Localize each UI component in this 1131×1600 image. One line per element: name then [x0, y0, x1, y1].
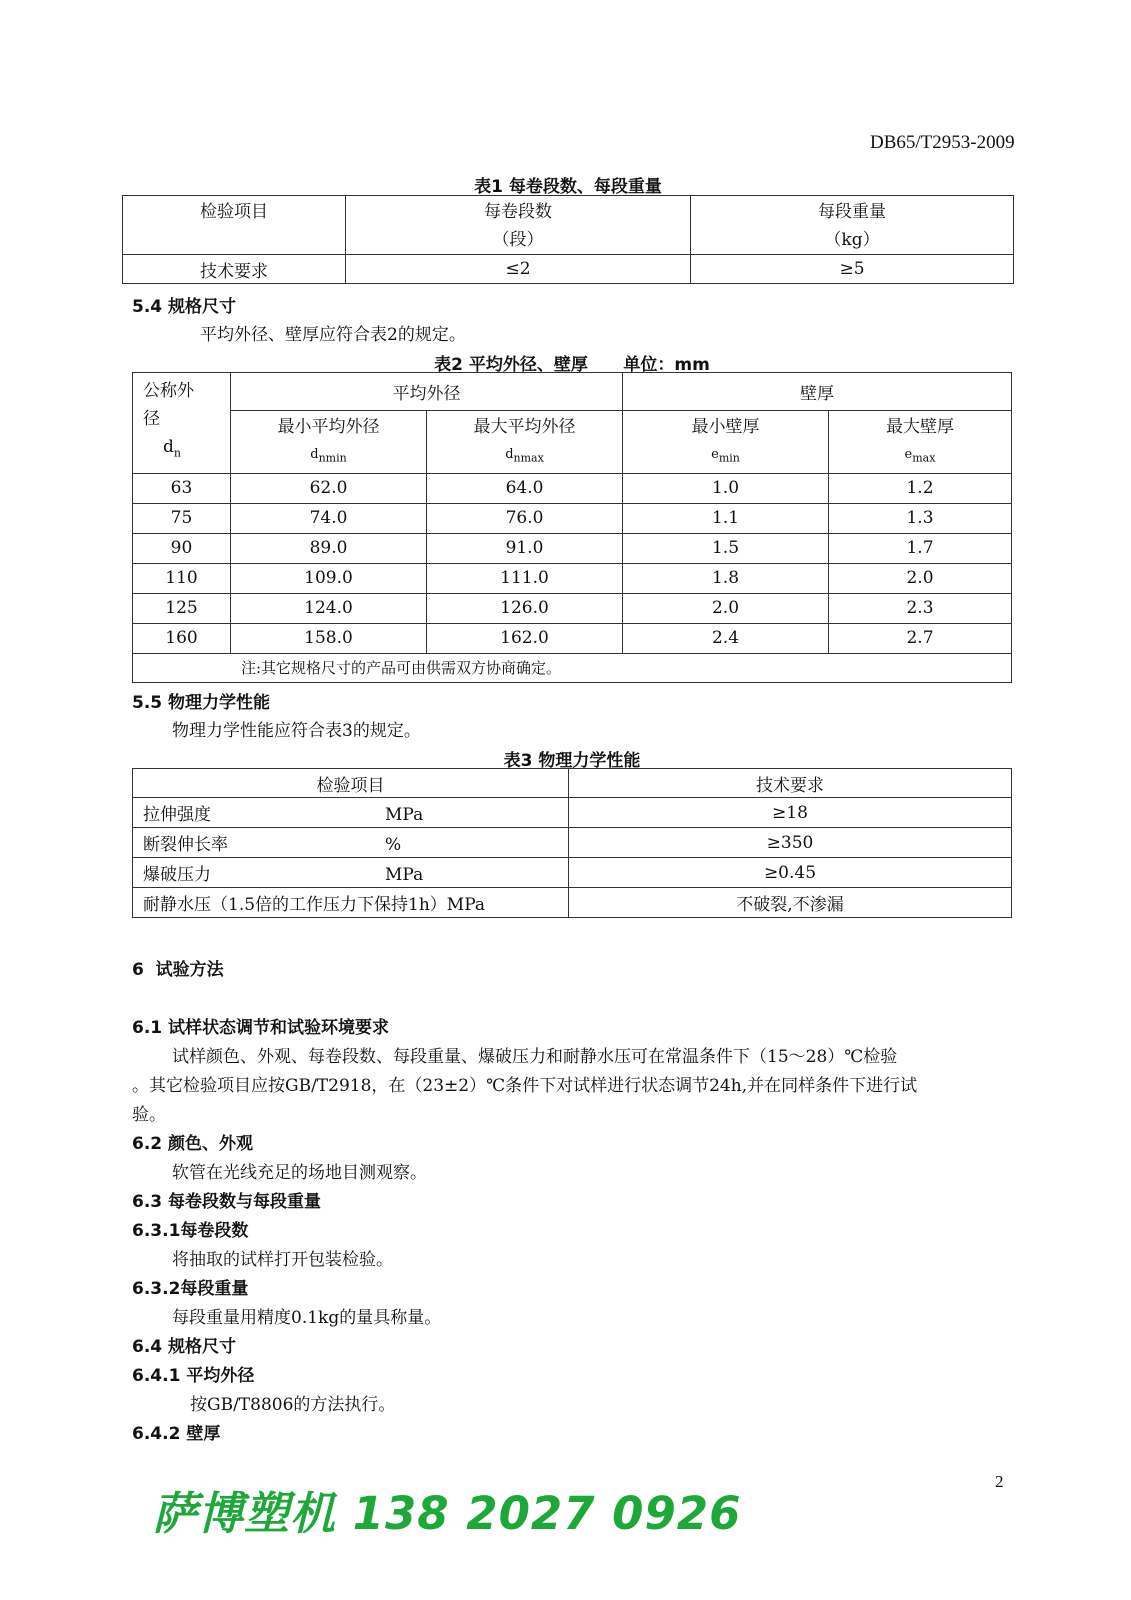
table3-caption: 表3 物理力学性能 [503, 751, 641, 771]
table2-cell: 2.0 [623, 593, 829, 623]
table3-header-item: 检验项目 [133, 769, 569, 798]
section-6-3-2-text: 每段重量用精度0.1kg的量具称量。 [172, 1308, 442, 1328]
table2-cell: 1.1 [623, 503, 829, 533]
table-row [133, 798, 1012, 828]
table1-cell: ≤2 [346, 255, 691, 284]
table3 [132, 768, 1012, 918]
table3-cell: ≥0.45 [569, 858, 1012, 888]
table1-cell: 技术要求 [123, 255, 346, 284]
table2-header-min-wall: 最小壁厚 $e_{min}$ [623, 411, 829, 474]
table3-cell: 不破裂,不渗漏 [569, 888, 1012, 918]
table1-header-item: 检验项目 [123, 196, 346, 255]
section-5-4-text: 平均外径、壁厚应符合表2的规定。 [200, 325, 466, 345]
table2-cell: 1.5 [623, 533, 829, 563]
section-6-1-line: 。其它检验项目应按GB/T2918，在（23±2）℃条件下对试样进行状态调节24h,并在同样条件下进行试 [132, 1076, 918, 1096]
table3-item-cell: 爆破压力 MPa [133, 858, 569, 888]
table2-cell: 1.3 [829, 503, 1012, 533]
table3-cell: ≥18 [569, 798, 1012, 828]
table2-caption: 表2 平均外径、壁厚 单位：mm [434, 355, 710, 375]
section-6-3-2-heading: 6.3.2每段重量 [132, 1279, 249, 1299]
table1-cell: ≥5 [691, 255, 1014, 284]
section-6-3-1-text: 将抽取的试样打开包装检验。 [172, 1250, 393, 1270]
section-6-1-heading: 6.1 试样状态调节和试验环境要求 [132, 1018, 390, 1038]
table2-header-max-wall: 最大壁厚 $e_{max}$ [829, 411, 1012, 474]
table2-header-max-od: 最大平均外径 $d_{nmax}$ [427, 411, 623, 474]
table2-cell: 124.0 [231, 593, 427, 623]
table2-cell: 75 [133, 503, 231, 533]
table1-header-weight: 每段重量 （kg） [691, 196, 1014, 255]
section-5-5-heading: 5.5 物理力学性能 [132, 693, 271, 713]
table-row [133, 533, 1012, 563]
table2-cell: 110 [133, 563, 231, 593]
table2-header-nominal: 公称外 径 $d_n$ [133, 373, 231, 474]
table3-item-cell: 断裂伸长率 % [133, 828, 569, 858]
table-row [133, 503, 1012, 533]
document-code: DB65/T2953-2009 [870, 132, 1015, 153]
table2-cell: 158.0 [231, 623, 427, 653]
watermark: 萨博塑机 138 2027 0926 [152, 1487, 742, 1540]
section-6-4-heading: 6.4 规格尺寸 [132, 1337, 237, 1357]
table-row [123, 255, 1014, 284]
table-row [133, 828, 1012, 858]
table2-cell: 126.0 [427, 593, 623, 623]
table-row [133, 563, 1012, 593]
section-6-4-1-heading: 6.4.1 平均外径 [132, 1366, 255, 1386]
table-row [133, 888, 1012, 918]
section-6-4-2-heading: 6.4.2 壁厚 [132, 1424, 221, 1444]
table-row [133, 858, 1012, 888]
table3-item-cell: 耐静水压（1.5倍的工作压力下保持1h）MPa [133, 888, 569, 918]
section-6-1-line: 试样颜色、外观、每卷段数、每段重量、爆破压力和耐静水压可在常温条件下（15～28）℃检验 [172, 1047, 898, 1067]
section-5-4-heading: 5.4 规格尺寸 [132, 297, 237, 317]
table1-caption: 表1 每卷段数、每段重量 [474, 177, 662, 197]
table2-cell: 74.0 [231, 503, 427, 533]
page-number: 2 [995, 1472, 1004, 1491]
table2-cell: 111.0 [427, 563, 623, 593]
table2-cell: 91.0 [427, 533, 623, 563]
section-6-4-1-text: 按GB/T8806的方法执行。 [190, 1395, 396, 1415]
table2-cell: 2.0 [829, 563, 1012, 593]
table2-cell: 2.7 [829, 623, 1012, 653]
table2-cell: 1.8 [623, 563, 829, 593]
table2-cell: 63 [133, 473, 231, 503]
table2-cell: 1.7 [829, 533, 1012, 563]
section-6-2-text: 软管在光线充足的场地目测观察。 [172, 1163, 427, 1183]
table2-cell: 1.0 [623, 473, 829, 503]
section-6-heading: 6 试验方法 [132, 960, 224, 980]
table1-header-segments: 每卷段数 （段） [346, 196, 691, 255]
section-6-1-line: 验。 [132, 1105, 166, 1125]
table2-cell: 2.4 [623, 623, 829, 653]
section-6-3-1-heading: 6.3.1每卷段数 [132, 1221, 249, 1241]
table2-cell: 89.0 [231, 533, 427, 563]
table2-cell: 162.0 [427, 623, 623, 653]
table2-cell: 1.2 [829, 473, 1012, 503]
table2-header-wall: 壁厚 [623, 373, 1012, 411]
table2-cell: 2.3 [829, 593, 1012, 623]
table3-header-req: 技术要求 [569, 769, 1012, 798]
table2-cell: 125 [133, 593, 231, 623]
table3-cell: ≥350 [569, 828, 1012, 858]
table1 [122, 195, 1014, 284]
table2-cell: 160 [133, 623, 231, 653]
table-row [133, 593, 1012, 623]
section-5-5-text: 物理力学性能应符合表3的规定。 [172, 721, 421, 741]
table2-cell: 76.0 [427, 503, 623, 533]
table2-cell: 64.0 [427, 473, 623, 503]
table2-header-mean-od: 平均外径 [231, 373, 623, 411]
table2-cell: 62.0 [231, 473, 427, 503]
table2 [132, 372, 1012, 683]
table2-cell: 109.0 [231, 563, 427, 593]
table2-note: 注:其它规格尺寸的产品可由供需双方协商确定。 [133, 653, 1012, 682]
table2-cell: 90 [133, 533, 231, 563]
section-6-3-heading: 6.3 每卷段数与每段重量 [132, 1192, 322, 1212]
table3-item-cell: 拉伸强度 MPa [133, 798, 569, 828]
table2-header-min-od: 最小平均外径 $d_{nmin}$ [231, 411, 427, 474]
section-6-2-heading: 6.2 颜色、外观 [132, 1134, 254, 1154]
table-row [133, 473, 1012, 503]
table-row [133, 623, 1012, 653]
